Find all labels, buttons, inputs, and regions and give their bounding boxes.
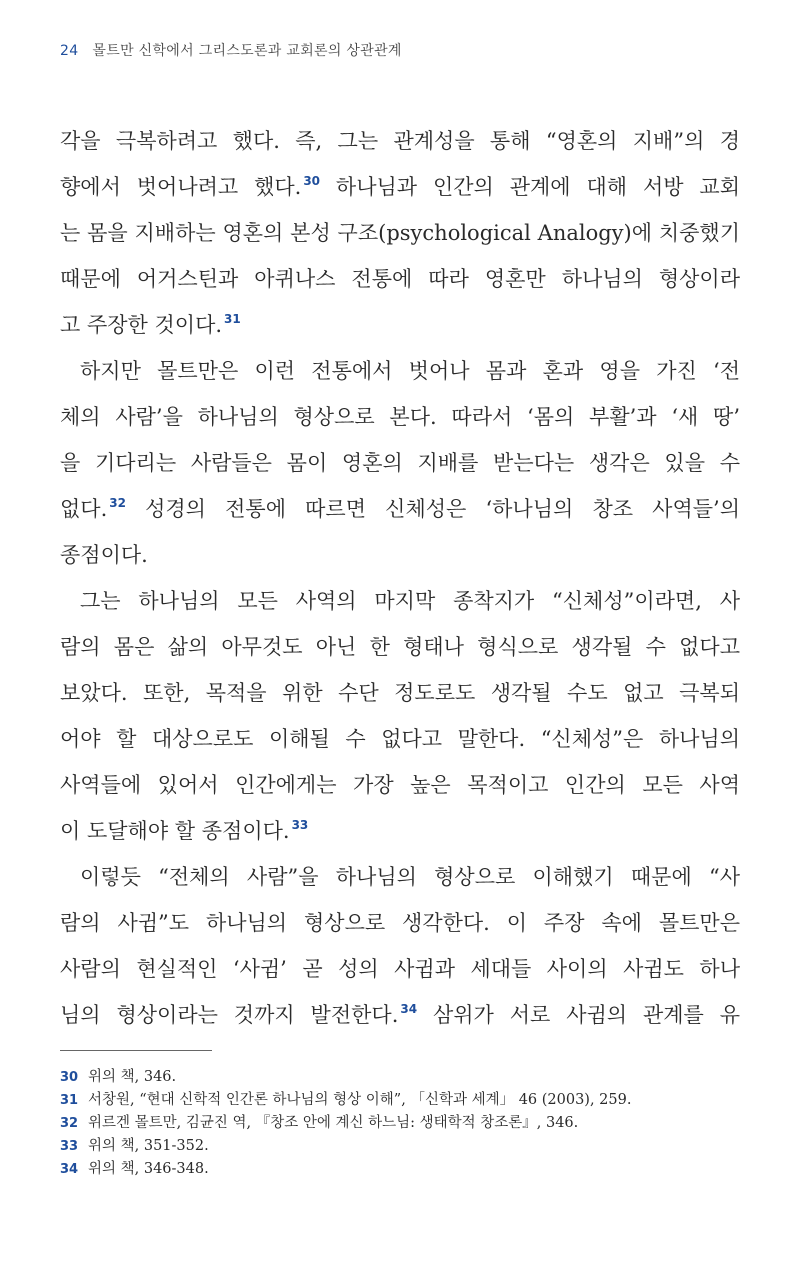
footnote-reference[interactable]: 34	[400, 1002, 418, 1016]
line-text: 체의 사람’을 하나님의 형상으로 본다. 따라서 ‘몸의 부활’과 ‘새 땅’	[60, 405, 740, 429]
text-line	[60, 164, 740, 210]
text-line	[60, 716, 740, 762]
footnote	[60, 1158, 740, 1181]
footnote-separator	[60, 1050, 212, 1051]
line-text: 사람의 현실적인 ‘사귐’ 곧 성의 사귐과 세대들 사이의 사귐도 하나	[60, 957, 740, 981]
text-line	[60, 578, 740, 624]
line-text: 없다.	[60, 497, 108, 521]
line-text: 향에서 벗어나려고 했다.	[60, 175, 302, 199]
footnote-text: 위의 책, 346-348.	[88, 1161, 209, 1177]
running-title: 몰트만 신학에서 그리스도론과 교회론의 상관관계	[92, 43, 402, 59]
line-text: 어야 할 대상으로도 이해될 수 없다고 말한다. “신체성”은 하나님의	[60, 727, 740, 751]
line-text: 하지만 몰트만은 이런 전통에서 벗어나 몸과 혼과 영을 가진 ‘전	[80, 359, 740, 383]
line-text: 람의 몸은 삶의 아무것도 아닌 한 형태나 형식으로 생각될 수 없다고	[60, 635, 740, 659]
footnote	[60, 1135, 740, 1158]
text-line	[60, 670, 740, 716]
line-text: 각을 극복하려고 했다. 즉, 그는 관계성을 통해 “영혼의 지배”의 경	[60, 129, 740, 153]
line-text: 때문에 어거스틴과 아퀴나스 전통에 따라 영혼만 하나님의 형상이라	[60, 267, 740, 291]
footnote	[60, 1089, 740, 1112]
text-line	[60, 762, 740, 808]
body-text	[60, 118, 740, 1038]
footnote	[60, 1112, 740, 1135]
line-text: 이 도달해야 할 종점이다.	[60, 819, 290, 843]
footnote-reference[interactable]: 31	[224, 312, 241, 326]
text-line	[60, 992, 740, 1038]
text-line	[60, 348, 740, 394]
text-line	[60, 394, 740, 440]
line-text: 님의 형상이라는 것까지 발전한다.	[60, 1003, 399, 1027]
text-line	[60, 808, 740, 854]
running-header	[60, 40, 402, 60]
line-text: 을 기다리는 사람들은 몸이 영혼의 지배를 받는다는 생각은 있을 수	[60, 451, 740, 475]
text-line	[60, 532, 740, 578]
text-line	[60, 946, 740, 992]
footnote-text: 위르겐 몰트만, 김균진 역, 『창조 안에 계신 하느님: 생태학적 창조론』, 346.	[88, 1115, 579, 1131]
paragraph	[60, 118, 740, 348]
footnote-text: 위의 책, 351-352.	[88, 1138, 209, 1154]
footnote-number: 30	[60, 1070, 79, 1085]
footnote-text: 서창원, “현대 신학적 인간론 하나님의 형상 이해”, 「신학과 세계」 46 (2003), 259.	[88, 1092, 632, 1108]
line-text: 종점이다.	[60, 543, 148, 567]
footnote-text: 위의 책, 346.	[88, 1069, 177, 1085]
footnote-number: 33	[60, 1139, 79, 1154]
line-text: 보았다. 또한, 목적을 위한 수단 정도로도 생각될 수도 없고 극복되	[60, 681, 740, 705]
paragraph	[60, 578, 740, 854]
paragraph	[60, 348, 740, 578]
page-number: 24	[60, 43, 79, 59]
line-text: 고 주장한 것이다.	[60, 313, 223, 337]
text-line	[60, 854, 740, 900]
line-text: 이렇듯 “전체의 사람”을 하나님의 형상으로 이해했기 때문에 “사	[80, 865, 740, 889]
paragraph	[60, 854, 740, 1038]
text-line	[60, 486, 740, 532]
line-text: 그는 하나님의 모든 사역의 마지막 종착지가 “신체성”이라면, 사	[80, 589, 740, 613]
footnotes	[60, 1066, 740, 1181]
text-line	[60, 118, 740, 164]
footnote-reference[interactable]: 33	[291, 818, 309, 832]
text-line	[60, 440, 740, 486]
text-line	[60, 302, 740, 348]
footnote-reference[interactable]: 32	[109, 496, 126, 510]
footnote	[60, 1066, 740, 1089]
line-text: 는 몸을 지배하는 영혼의 본성 구조(psychological Analogy)에 치중했기	[60, 221, 740, 245]
text-line	[60, 210, 740, 256]
footnote-reference[interactable]: 30	[303, 174, 321, 188]
footnote-number: 31	[60, 1093, 79, 1108]
text-line	[60, 256, 740, 302]
line-text-continued: 하나님과 인간의 관계에 대해 서방 교회	[320, 175, 740, 199]
text-line	[60, 900, 740, 946]
line-text: 사역들에 있어서 인간에게는 가장 높은 목적이고 인간의 모든 사역	[60, 773, 740, 797]
footnote-number: 32	[60, 1116, 79, 1131]
text-line	[60, 624, 740, 670]
line-text-continued: 성경의 전통에 따르면 신체성은 ‘하나님의 창조 사역들’의	[125, 497, 740, 521]
footnote-number: 34	[60, 1162, 79, 1177]
line-text: 람의 사귐”도 하나님의 형상으로 생각한다. 이 주장 속에 몰트만은	[60, 911, 740, 935]
line-text-continued: 삼위가 서로 사귐의 관계를 유	[417, 1003, 740, 1027]
